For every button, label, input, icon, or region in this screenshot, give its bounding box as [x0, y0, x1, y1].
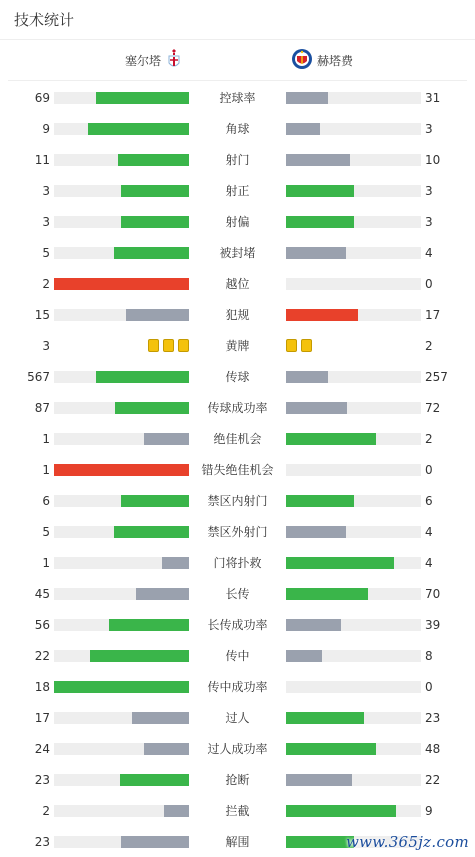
- stat-label: 传中成功率: [207, 680, 268, 694]
- home-value: 1: [42, 463, 50, 477]
- celta-crest-icon: [167, 48, 181, 73]
- stat-label: 射偏: [225, 215, 250, 229]
- teams-bar: [8, 40, 467, 81]
- home-bar-fill: [120, 774, 189, 786]
- stat-row: [0, 269, 475, 300]
- away-bar-fill: [286, 774, 352, 786]
- stat-row: [0, 734, 475, 765]
- away-bar-fill: [286, 836, 354, 848]
- yellow-card-icon: [178, 339, 189, 352]
- away-value: 9: [425, 804, 433, 818]
- home-bar-track: [54, 433, 189, 445]
- away-value: 72: [425, 401, 441, 415]
- away-bar-fill: [286, 92, 328, 104]
- home-bar-fill: [96, 92, 189, 104]
- away-bar-fill: [286, 588, 368, 600]
- away-bar-fill: [286, 247, 346, 259]
- away-bar-track: [286, 464, 421, 476]
- home-bar-fill: [114, 247, 189, 259]
- away-value: 31: [425, 91, 441, 105]
- home-bar-fill: [126, 309, 189, 321]
- home-value: 23: [34, 773, 50, 787]
- away-value: 4: [425, 246, 433, 260]
- away-bar-fill: [286, 371, 328, 383]
- yellow-card-icon: [163, 339, 174, 352]
- home-bar-fill: [121, 216, 189, 228]
- home-bar-track: [54, 185, 189, 197]
- home-yellow-cards: [148, 339, 189, 352]
- stat-label: 犯规: [225, 308, 250, 322]
- home-value: 1: [42, 432, 50, 446]
- away-bar-track: [286, 650, 421, 662]
- home-bar-track: [54, 247, 189, 259]
- home-bar-fill: [144, 743, 189, 755]
- home-value: 5: [42, 525, 50, 539]
- stat-row: [0, 83, 475, 114]
- away-bar-fill: [286, 433, 376, 445]
- home-bar-fill: [118, 154, 189, 166]
- stat-label: 过人: [225, 711, 250, 725]
- home-bar-track: [54, 371, 189, 383]
- stat-label: 禁区内射门: [207, 494, 268, 508]
- away-team[interactable]: [291, 48, 353, 73]
- stat-row: [0, 610, 475, 641]
- stat-row: [0, 145, 475, 176]
- home-value: 22: [34, 649, 50, 663]
- stat-label: 绝佳机会: [213, 432, 262, 446]
- away-bar-fill: [286, 216, 354, 228]
- stat-row: [0, 548, 475, 579]
- away-bar-track: [286, 402, 421, 414]
- home-bar-track: [54, 92, 189, 104]
- away-bar-track: [286, 743, 421, 755]
- stat-row: [0, 300, 475, 331]
- home-bar-track: [54, 836, 189, 848]
- home-bar-fill: [121, 836, 189, 848]
- stat-label: 错失绝佳机会: [201, 463, 274, 477]
- home-value: 23: [34, 835, 50, 849]
- away-value: 3: [425, 122, 433, 136]
- stat-label: 传球成功率: [207, 401, 268, 415]
- away-bar-fill: [286, 309, 358, 321]
- home-bar-track: [54, 743, 189, 755]
- home-value: 56: [34, 618, 50, 632]
- home-bar-fill: [54, 681, 189, 693]
- away-bar-track: [286, 216, 421, 228]
- away-bar-track: [286, 774, 421, 786]
- stat-label: 被封堵: [219, 246, 256, 260]
- away-value: 23: [425, 711, 441, 725]
- home-value: 17: [34, 711, 50, 725]
- stat-label: 解围: [225, 835, 250, 849]
- away-bar-fill: [286, 123, 320, 135]
- page-title: 技术统计: [14, 11, 75, 29]
- home-value: 2: [42, 277, 50, 291]
- away-bar-fill: [286, 805, 396, 817]
- away-bar-track: [286, 712, 421, 724]
- home-team-name: 塞尔塔: [125, 54, 162, 68]
- stat-label: 禁区外射门: [207, 525, 268, 539]
- stats-header: [0, 0, 475, 40]
- home-bar-track: [54, 495, 189, 507]
- away-value: 4: [425, 556, 433, 570]
- home-value: 15: [34, 308, 50, 322]
- away-bar-track: [286, 92, 421, 104]
- home-bar-track: [54, 402, 189, 414]
- home-bar-track: [54, 278, 189, 290]
- home-bar-fill: [54, 464, 189, 476]
- stat-row: [0, 455, 475, 486]
- home-bar-track: [54, 557, 189, 569]
- away-value: 39: [425, 618, 441, 632]
- away-bar-track: [286, 247, 421, 259]
- away-bar-track: [286, 557, 421, 569]
- home-bar-track: [54, 805, 189, 817]
- stat-row: [0, 517, 475, 548]
- stat-row: [0, 641, 475, 672]
- stat-label: 角球: [225, 122, 250, 136]
- home-value: 1: [42, 556, 50, 570]
- home-bar-fill: [121, 495, 189, 507]
- stat-label: 长传成功率: [207, 618, 268, 632]
- yellow-card-icon: [148, 339, 159, 352]
- home-value: 9: [42, 122, 50, 136]
- away-bar-track: [286, 526, 421, 538]
- away-value: 3: [425, 184, 433, 198]
- home-bar-track: [54, 681, 189, 693]
- home-value: 18: [34, 680, 50, 694]
- away-bar-fill: [286, 495, 354, 507]
- away-bar-fill: [286, 154, 350, 166]
- home-bar-fill: [136, 588, 189, 600]
- away-value: 0: [425, 277, 433, 291]
- yellow-card-icon: [286, 339, 297, 352]
- home-value: 6: [42, 494, 50, 508]
- stat-label: 越位: [225, 277, 250, 291]
- home-bar-fill: [90, 650, 189, 662]
- away-bar-fill: [286, 185, 354, 197]
- home-bar-fill: [164, 805, 189, 817]
- away-value: 0: [425, 680, 433, 694]
- home-bar-track: [54, 774, 189, 786]
- home-bar-track: [54, 712, 189, 724]
- stat-label: 控球率: [219, 91, 256, 105]
- home-bar-track: [54, 154, 189, 166]
- home-value: 45: [34, 587, 50, 601]
- away-bar-track: [286, 433, 421, 445]
- home-value: 5: [42, 246, 50, 260]
- home-value: 69: [34, 91, 50, 105]
- home-bar-track: [54, 619, 189, 631]
- home-bar-fill: [144, 433, 189, 445]
- stat-label: 传中: [225, 649, 250, 663]
- stat-label: 拦截: [225, 804, 250, 818]
- home-bar-fill: [162, 557, 189, 569]
- stat-row: [0, 207, 475, 238]
- home-value: 24: [34, 742, 50, 756]
- home-value: 567: [27, 370, 50, 384]
- away-bar-track: [286, 805, 421, 817]
- away-bar-track: [286, 154, 421, 166]
- stat-label: 过人成功率: [207, 742, 268, 756]
- away-value: 17: [425, 308, 441, 322]
- away-bar-fill: [286, 650, 322, 662]
- home-value: 3: [42, 215, 50, 229]
- away-bar-track: [286, 681, 421, 693]
- home-bar-fill: [132, 712, 189, 724]
- home-bar-track: [54, 650, 189, 662]
- away-bar-track: [286, 495, 421, 507]
- away-bar-fill: [286, 402, 347, 414]
- home-bar-track: [54, 526, 189, 538]
- home-bar-fill: [121, 185, 189, 197]
- away-value: 2: [425, 432, 433, 446]
- away-value: 8: [425, 649, 433, 663]
- home-bar-track: [54, 309, 189, 321]
- home-bar-fill: [115, 402, 189, 414]
- away-value: 10: [425, 153, 441, 167]
- stat-row: [0, 796, 475, 827]
- home-bar-fill: [96, 371, 189, 383]
- away-bar-fill: [286, 619, 341, 631]
- getafe-crest-icon: [291, 48, 313, 73]
- home-bar-track: [54, 216, 189, 228]
- away-bar-fill: [286, 557, 394, 569]
- away-bar-track: [286, 371, 421, 383]
- home-value: 87: [34, 401, 50, 415]
- yellow-card-icon: [301, 339, 312, 352]
- away-bar-track: [286, 588, 421, 600]
- away-value: 48: [425, 742, 441, 756]
- away-bar-fill: [286, 526, 346, 538]
- away-bar-track: [286, 278, 421, 290]
- stat-row: [0, 486, 475, 517]
- away-bar-track: [286, 309, 421, 321]
- away-value: 70: [425, 587, 441, 601]
- home-bar-fill: [88, 123, 189, 135]
- stat-label: 长传: [225, 587, 250, 601]
- home-bar-track: [54, 464, 189, 476]
- stat-label: 门将扑救: [213, 556, 262, 570]
- stat-row: [0, 765, 475, 796]
- away-value: 3: [425, 215, 433, 229]
- away-value: 6: [425, 494, 433, 508]
- watermark: www.365jz.com: [345, 833, 469, 851]
- away-bar-track: [286, 619, 421, 631]
- home-bar-track: [54, 123, 189, 135]
- away-bar-fill: [286, 712, 364, 724]
- away-bar-track: [286, 185, 421, 197]
- stat-row: [0, 114, 475, 145]
- home-value: 2: [42, 804, 50, 818]
- home-bar-fill: [114, 526, 189, 538]
- home-value: 11: [34, 153, 50, 167]
- stat-label: 传球: [225, 370, 250, 384]
- stat-row: [0, 579, 475, 610]
- stat-row: [0, 424, 475, 455]
- home-value: 3: [42, 339, 50, 353]
- home-bar-track: [54, 588, 189, 600]
- stat-label: 抢断: [225, 773, 250, 787]
- stat-row: [0, 393, 475, 424]
- stat-row: [0, 672, 475, 703]
- home-bar-fill: [109, 619, 189, 631]
- stat-label: 黄牌: [225, 339, 250, 353]
- stat-row: [0, 238, 475, 269]
- home-value: 3: [42, 184, 50, 198]
- stat-label: 射门: [225, 153, 250, 167]
- away-bar-track: [286, 123, 421, 135]
- away-value: 2: [425, 339, 433, 353]
- home-bar-fill: [54, 278, 189, 290]
- away-team-name: 赫塔费: [317, 54, 354, 68]
- away-value: 22: [425, 773, 441, 787]
- stat-row: [0, 176, 475, 207]
- stat-row: [0, 703, 475, 734]
- away-value: 0: [425, 463, 433, 477]
- away-bar-fill: [286, 743, 376, 755]
- away-value: 4: [425, 525, 433, 539]
- away-value: 257: [425, 370, 448, 384]
- stat-row: [0, 362, 475, 393]
- stat-label: 射正: [225, 184, 250, 198]
- home-team[interactable]: [125, 48, 181, 73]
- away-yellow-cards: [286, 339, 312, 352]
- stat-row: [0, 331, 475, 362]
